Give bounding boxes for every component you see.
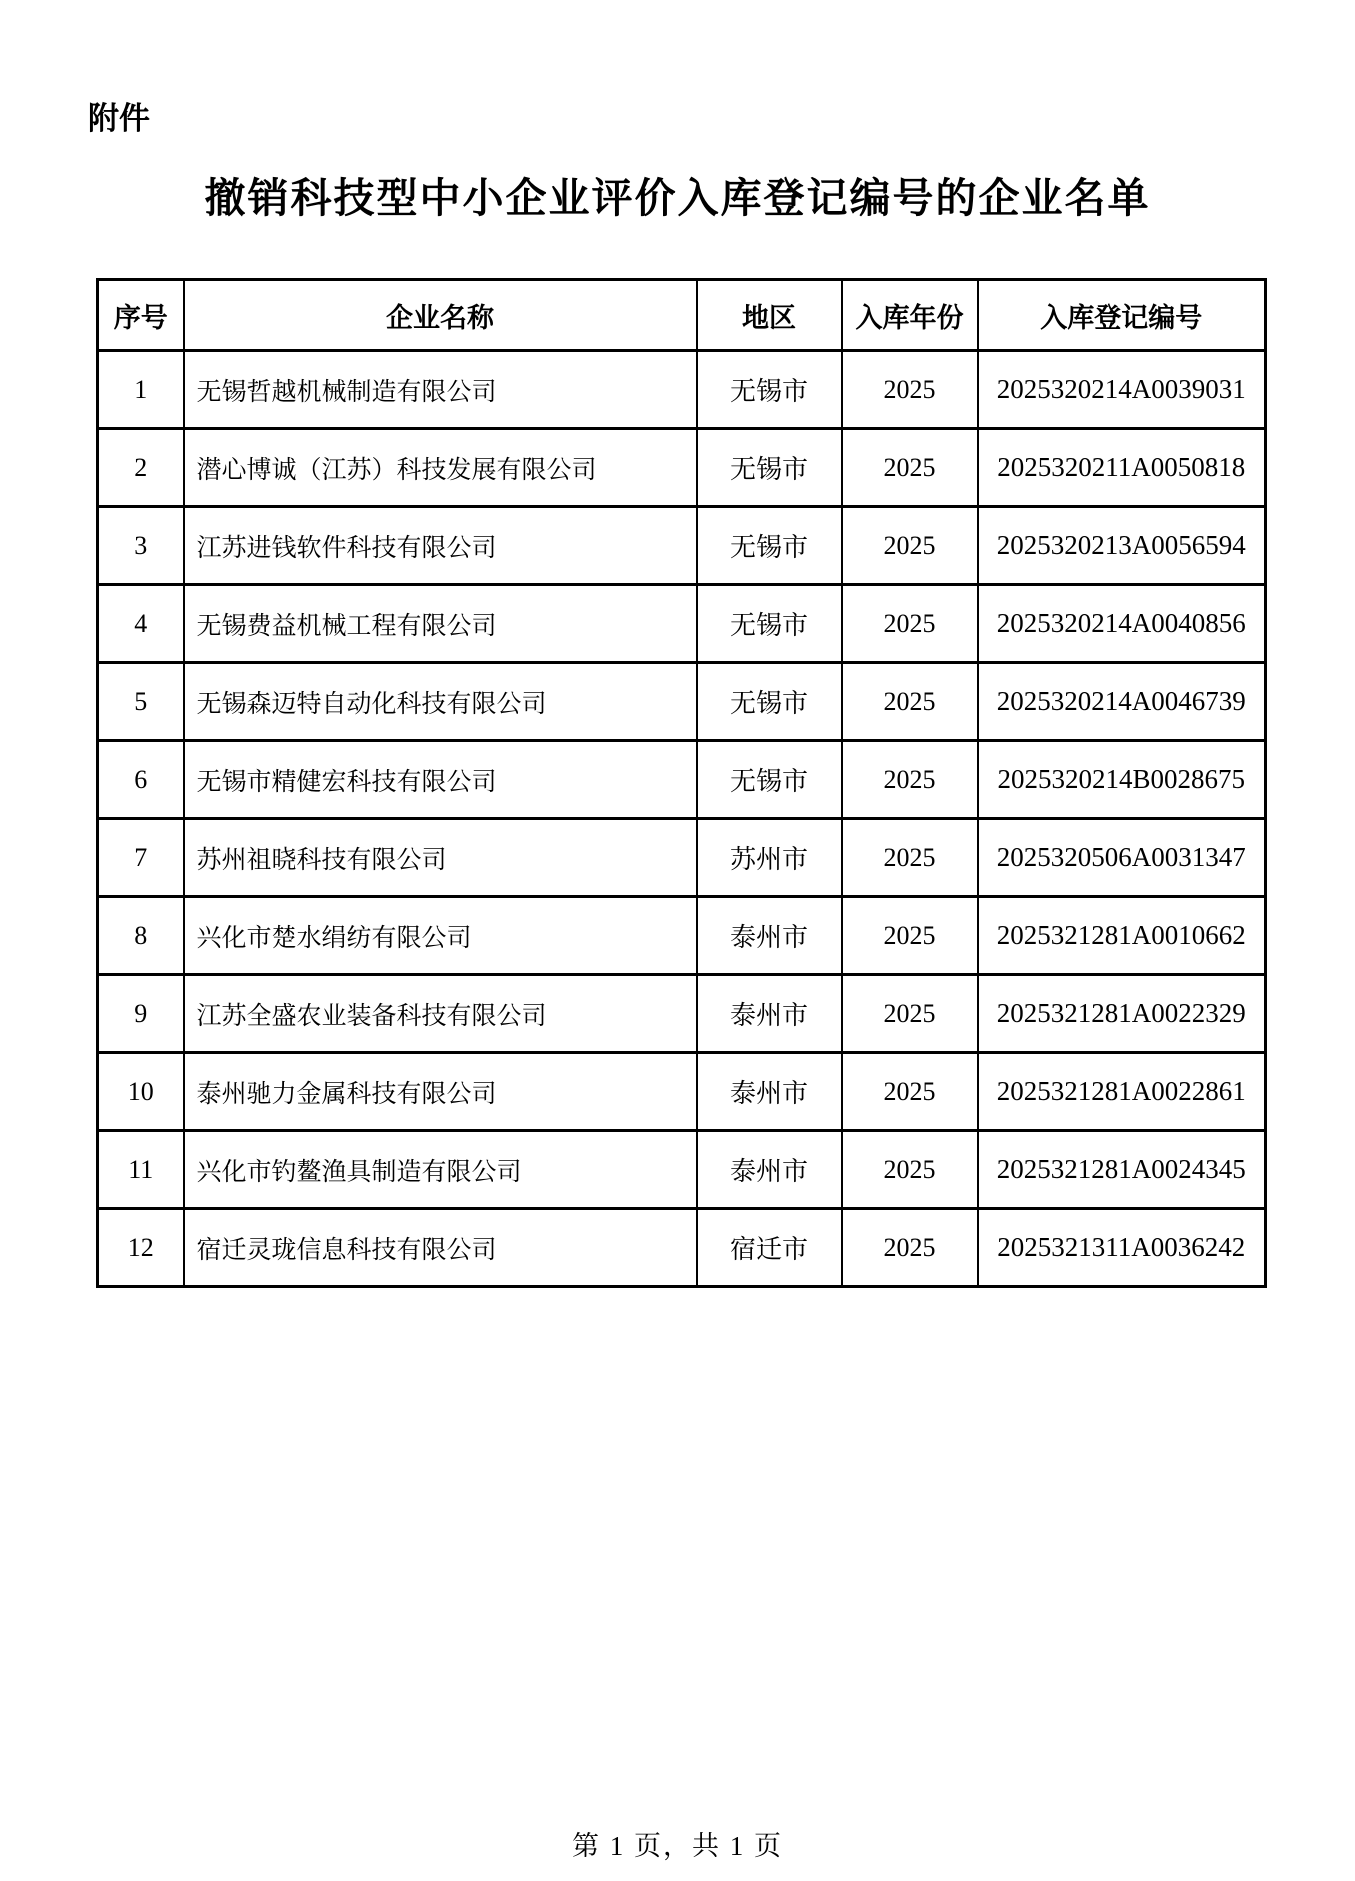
registration-number-cell: 2025321281A0022861	[978, 1053, 1266, 1131]
year-cell: 2025	[842, 1053, 978, 1131]
region-cell: 泰州市	[697, 1053, 842, 1131]
year-cell: 2025	[842, 429, 978, 507]
year-cell: 2025	[842, 897, 978, 975]
table-row	[98, 585, 1266, 663]
row-number-cell: 8	[98, 897, 184, 975]
registration-number-cell: 2025321281A0022329	[978, 975, 1266, 1053]
registration-number-cell: 2025321281A0010662	[978, 897, 1266, 975]
table-row	[98, 975, 1266, 1053]
year-cell: 2025	[842, 741, 978, 819]
region-cell: 无锡市	[697, 351, 842, 429]
company-name-cell: 泰州驰力金属科技有限公司	[184, 1053, 697, 1131]
row-number-cell: 11	[98, 1131, 184, 1209]
registration-number-cell: 2025320214A0040856	[978, 585, 1266, 663]
region-cell: 无锡市	[697, 429, 842, 507]
year-cell: 2025	[842, 819, 978, 897]
page-footer: 第 1 页，共 1 页	[572, 1831, 783, 1861]
table-row	[98, 429, 1266, 507]
registration-number-cell: 2025320214A0039031	[978, 351, 1266, 429]
row-number-cell: 4	[98, 585, 184, 663]
company-name-cell: 江苏进钱软件科技有限公司	[184, 507, 697, 585]
row-number-cell: 5	[98, 663, 184, 741]
company-name-cell: 江苏全盛农业装备科技有限公司	[184, 975, 697, 1053]
region-cell: 泰州市	[697, 1131, 842, 1209]
region-cell: 宿迁市	[697, 1209, 842, 1287]
region-cell: 苏州市	[697, 819, 842, 897]
year-cell: 2025	[842, 351, 978, 429]
row-number-cell: 12	[98, 1209, 184, 1287]
year-cell: 2025	[842, 1209, 978, 1287]
table-row	[98, 897, 1266, 975]
column-header: 入库年份	[842, 280, 978, 351]
region-cell: 泰州市	[697, 897, 842, 975]
table-header-row	[98, 280, 1266, 351]
row-number-cell: 9	[98, 975, 184, 1053]
region-cell: 无锡市	[697, 585, 842, 663]
table-row	[98, 1209, 1266, 1287]
column-header: 序号	[98, 280, 184, 351]
registration-number-cell: 2025321311A0036242	[978, 1209, 1266, 1287]
table-row	[98, 741, 1266, 819]
company-name-cell: 兴化市钓鳌渔具制造有限公司	[184, 1131, 697, 1209]
table-row	[98, 507, 1266, 585]
region-cell: 泰州市	[697, 975, 842, 1053]
company-name-cell: 潜心博诚（江苏）科技发展有限公司	[184, 429, 697, 507]
company-name-cell: 无锡哲越机械制造有限公司	[184, 351, 697, 429]
companies-table	[96, 278, 1267, 1288]
registration-number-cell: 2025320506A0031347	[978, 819, 1266, 897]
registration-number-cell: 2025321281A0024345	[978, 1131, 1266, 1209]
row-number-cell: 7	[98, 819, 184, 897]
registration-number-cell: 2025320214B0028675	[978, 741, 1266, 819]
document-title: 撤销科技型中小企业评价入库登记编号的企业名单	[204, 175, 1151, 221]
region-cell: 无锡市	[697, 741, 842, 819]
year-cell: 2025	[842, 585, 978, 663]
row-number-cell: 1	[98, 351, 184, 429]
table-row	[98, 351, 1266, 429]
registration-number-cell: 2025320211A0050818	[978, 429, 1266, 507]
company-name-cell: 苏州祖晓科技有限公司	[184, 819, 697, 897]
table-row	[98, 1053, 1266, 1131]
row-number-cell: 6	[98, 741, 184, 819]
column-header: 入库登记编号	[978, 280, 1266, 351]
year-cell: 2025	[842, 663, 978, 741]
row-number-cell: 2	[98, 429, 184, 507]
table-row	[98, 1131, 1266, 1209]
year-cell: 2025	[842, 975, 978, 1053]
company-name-cell: 兴化市楚水绢纺有限公司	[184, 897, 697, 975]
region-cell: 无锡市	[697, 663, 842, 741]
registration-number-cell: 2025320213A0056594	[978, 507, 1266, 585]
company-name-cell: 无锡费益机械工程有限公司	[184, 585, 697, 663]
company-name-cell: 宿迁灵珑信息科技有限公司	[184, 1209, 697, 1287]
company-name-cell: 无锡森迈特自动化科技有限公司	[184, 663, 697, 741]
table-row	[98, 819, 1266, 897]
company-name-cell: 无锡市精健宏科技有限公司	[184, 741, 697, 819]
column-header: 地区	[697, 280, 842, 351]
year-cell: 2025	[842, 507, 978, 585]
table-row	[98, 663, 1266, 741]
region-cell: 无锡市	[697, 507, 842, 585]
attachment-label: 附件	[88, 101, 150, 136]
column-header: 企业名称	[184, 280, 697, 351]
registration-number-cell: 2025320214A0046739	[978, 663, 1266, 741]
row-number-cell: 10	[98, 1053, 184, 1131]
year-cell: 2025	[842, 1131, 978, 1209]
row-number-cell: 3	[98, 507, 184, 585]
